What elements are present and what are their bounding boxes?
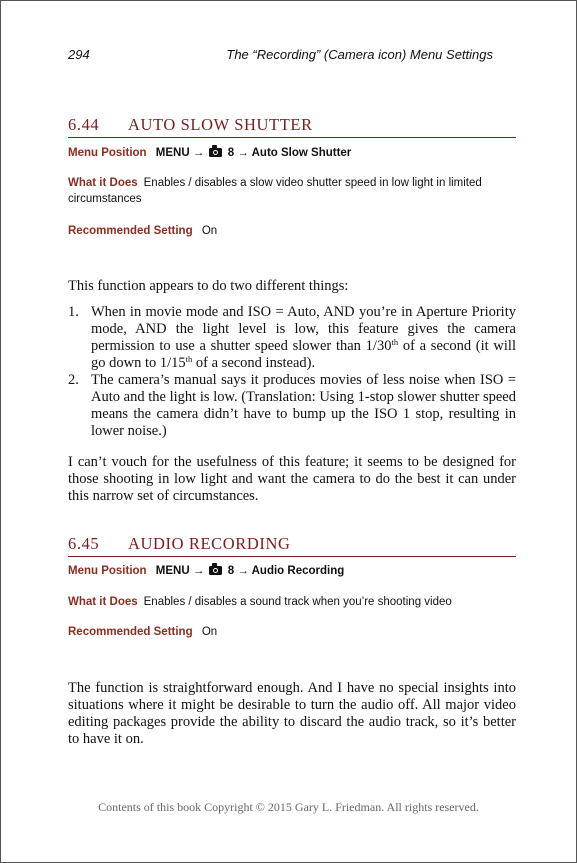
- menu-position-row: [68, 145, 518, 161]
- closing-paragraph: I can’t vouch for the usefulness of this feature; it seems to be designed for those shooting in low light and want the camera to do the best it can under this narrow set of circumstances.: [68, 454, 516, 504]
- recommended-setting-label: Recommended Setting: [68, 626, 193, 638]
- menu-position-label: Menu Position: [68, 147, 147, 159]
- section-title: AUDIO RECORDING: [128, 534, 291, 553]
- recommended-setting-row: [68, 223, 518, 239]
- list-item: 2. The camera’s manual says it produces movies of less noise when ISO = Auto and the light is low. (Translation: Using 1-stop slower shutter speed means the camera didn’t have to bump up the ISO 1 stop, resulting in lower noise.): [68, 372, 516, 439]
- what-it-does-label: What it Does: [68, 596, 138, 608]
- camera-icon: [209, 566, 222, 575]
- what-it-does-label: What it Does: [68, 177, 138, 189]
- running-title: The “Recording” (Camera icon) Menu Settings: [226, 47, 493, 62]
- menu-position-label: Menu Position: [68, 565, 147, 577]
- menu-path-start: MENU →: [155, 565, 205, 577]
- menu-path-end: 8 → Audio Recording: [227, 565, 345, 577]
- section-title: AUTO SLOW SHUTTER: [128, 115, 313, 134]
- section-heading-audio-recording: [68, 534, 516, 557]
- menu-position-row: [68, 563, 518, 579]
- intro-paragraph: This function appears to do two different things:: [68, 278, 349, 294]
- section-number: 6.45: [68, 534, 100, 553]
- list-item-number: 1.: [68, 304, 79, 320]
- page-header: [68, 47, 493, 62]
- camera-icon: [209, 148, 222, 157]
- copyright-footer: Contents of this book Copyright © 2015 Gary L. Friedman. All rights reserved.: [98, 800, 479, 814]
- menu-path-start: MENU →: [155, 147, 205, 159]
- menu-path-end: 8 → Auto Slow Shutter: [227, 147, 352, 159]
- list-item-number: 2.: [68, 372, 79, 388]
- what-it-does-row: [68, 594, 518, 610]
- recommended-setting-value: On: [201, 225, 218, 237]
- what-it-does-row: [68, 175, 488, 207]
- recommended-setting-row: [68, 624, 518, 640]
- numbered-list: [68, 304, 516, 440]
- section-heading-auto-slow-shutter: [68, 115, 516, 138]
- body-paragraph: The function is straightforward enough. And I have no special insights into situations where it might be desirable to turn the audio off. All major video editing packages provide the ability to discard the audio track, so it’s better to have it on.: [68, 680, 516, 747]
- recommended-setting-value: On: [201, 626, 218, 638]
- page-number: 294: [68, 47, 90, 62]
- what-it-does-text: Enables / disables a sound track when you’re shooting video: [143, 596, 452, 608]
- what-it-does-text: Enables / disables a slow video shutter speed in low light in limited circumstances: [68, 177, 482, 205]
- section-number: 6.44: [68, 115, 100, 134]
- recommended-setting-label: Recommended Setting: [68, 225, 193, 237]
- list-item: 1. When in movie mode and ISO = Auto, AND you’re in Aperture Priority mode, AND the light level is low, this feature gives the camera permission to use a shutter speed slower than 1/30th of a second (it will go down to 1/15th of a second instead).: [68, 304, 516, 371]
